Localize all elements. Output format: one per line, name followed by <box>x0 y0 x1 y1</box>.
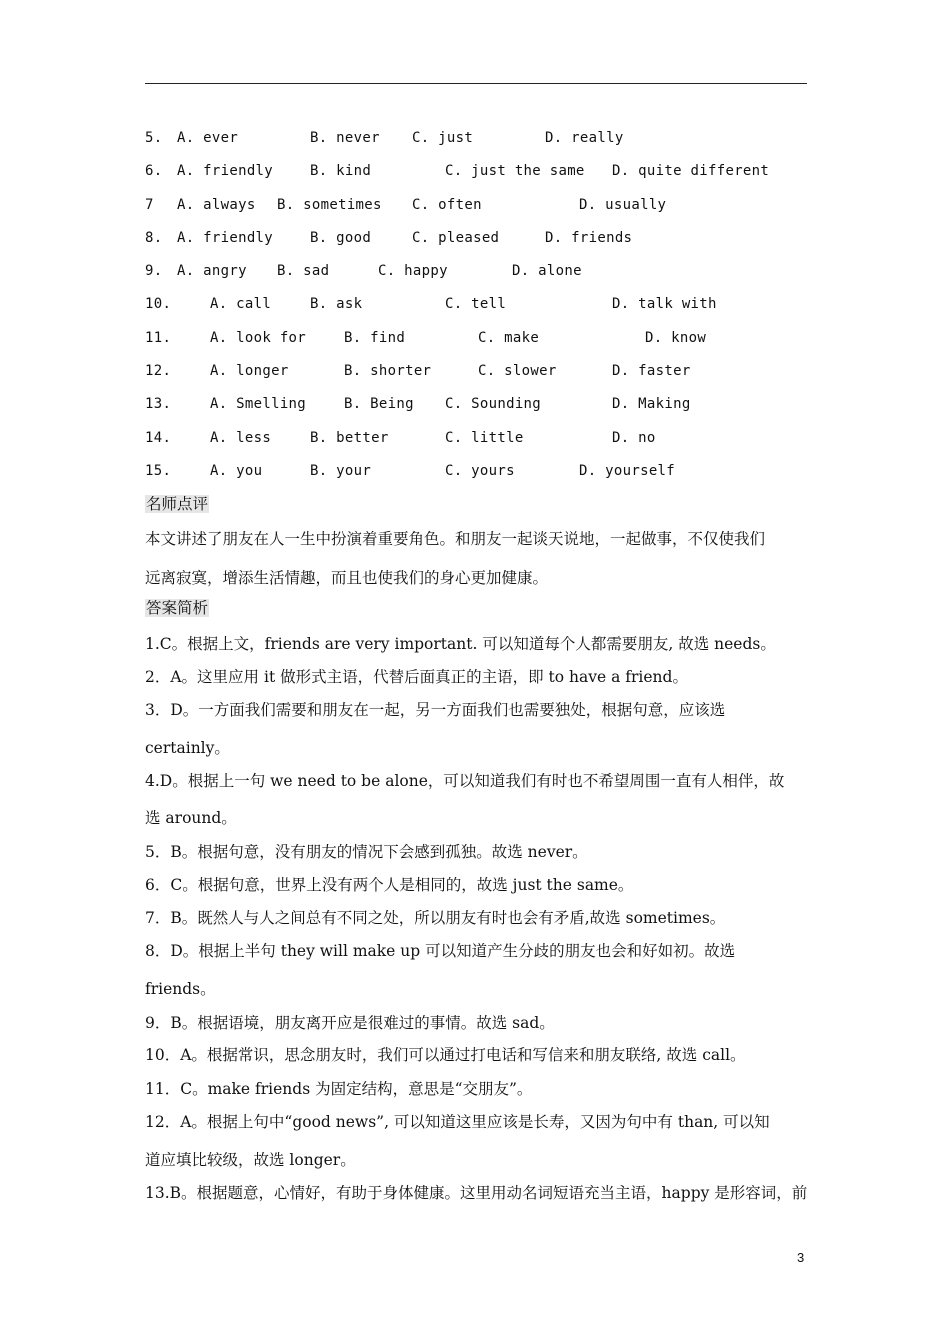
option-b: B. sometimes <box>277 197 382 213</box>
option-a: A. look for <box>210 330 307 346</box>
option-d: D. talk with <box>612 296 717 312</box>
option-d: D. quite different <box>612 163 770 179</box>
question-number: 5. <box>145 130 163 146</box>
analysis-line: 12．A。根据上句中“good news”, 可以知道这里应该是长寿，又因为句中有 than, 可以知 <box>145 1113 770 1131</box>
option-c: C. make <box>478 330 540 346</box>
option-d: D. really <box>545 130 624 146</box>
question-number: 7 <box>145 197 154 213</box>
analysis-heading: 答案简析 <box>146 599 209 617</box>
option-b: B. shorter <box>344 363 432 379</box>
option-b: B. good <box>310 230 372 246</box>
option-d: D. usually <box>579 197 667 213</box>
option-b: B. ask <box>310 296 363 312</box>
question-number: 8. <box>145 230 163 246</box>
analysis-line: 13.B。根据题意，心情好，有助于身体健康。这里用动名词短语充当主语，happy 是形容词，前 <box>145 1184 808 1202</box>
option-b: B. Being <box>344 396 414 412</box>
question-number: 13. <box>145 396 172 412</box>
option-a: A. longer <box>210 363 289 379</box>
option-a: A. angry <box>177 263 247 279</box>
option-d: D. Making <box>612 396 691 412</box>
analysis-line: 8．D。根据上半句 they will make up 可以知道产生分歧的朋友也会和好如初。故选 <box>145 942 736 960</box>
option-d: D. friends <box>545 230 633 246</box>
option-c: C. often <box>412 197 482 213</box>
analysis-line: 1.C。根据上文，friends are very important. 可以知道每个人都需要朋友, 故选 needs。 <box>145 635 776 653</box>
analysis-line: 选 around。 <box>145 809 237 827</box>
option-a: A. call <box>210 296 272 312</box>
analysis-line: 道应填比较级，故选 longer。 <box>145 1151 356 1169</box>
option-c: C. just <box>412 130 474 146</box>
analysis-line: 4.D。根据上一句 we need to be alone，可以知道我们有时也不希望周围一直有人相伴，故 <box>145 772 785 790</box>
analysis-line: 11．C。make friends 为固定结构，意思是“交朋友”。 <box>145 1080 533 1098</box>
analysis-line: 5．B。根据句意，没有朋友的情况下会感到孤独。故选 never。 <box>145 843 588 861</box>
option-b: B. kind <box>310 163 372 179</box>
analysis-line: 6．C。根据句意，世界上没有两个人是相同的，故选 just the same。 <box>145 876 634 894</box>
question-number: 9. <box>145 263 163 279</box>
analysis-line: 2．A。这里应用 it 做形式主语，代替后面真正的主语，即 to have a friend。 <box>145 668 688 686</box>
question-number: 11. <box>145 330 172 346</box>
option-a: A. friendly <box>177 163 274 179</box>
question-number: 15. <box>145 463 172 479</box>
option-b: B. better <box>310 430 389 446</box>
option-b: B. find <box>344 330 406 346</box>
option-c: C. little <box>445 430 524 446</box>
analysis-line: 7．B。既然人与人之间总有不同之处，所以朋友有时也会有矛盾,故选 sometimes。 <box>145 909 726 927</box>
option-b: B. never <box>310 130 380 146</box>
option-d: D. alone <box>512 263 582 279</box>
option-c: C. tell <box>445 296 507 312</box>
question-number: 10. <box>145 296 172 312</box>
analysis-line: friends。 <box>145 980 216 998</box>
question-number: 14. <box>145 430 172 446</box>
option-c: C. pleased <box>412 230 500 246</box>
option-d: D. faster <box>612 363 691 379</box>
question-number: 12. <box>145 363 172 379</box>
option-c: C. yours <box>445 463 515 479</box>
analysis-line: certainly。 <box>145 739 230 757</box>
option-c: C. slower <box>478 363 557 379</box>
option-a: A. Smelling <box>210 396 307 412</box>
review-heading: 名师点评 <box>146 495 209 513</box>
option-d: D. yourself <box>579 463 676 479</box>
option-c: C. Sounding <box>445 396 542 412</box>
option-b: B. sad <box>277 263 330 279</box>
option-d: D. no <box>612 430 656 446</box>
option-a: A. ever <box>177 130 239 146</box>
option-d: D. know <box>645 330 707 346</box>
question-number: 6. <box>145 163 163 179</box>
header-rule <box>145 83 807 84</box>
option-c: C. just the same <box>445 163 585 179</box>
option-c: C. happy <box>378 263 448 279</box>
option-b: B. your <box>310 463 372 479</box>
analysis-line: 3．D。一方面我们需要和朋友在一起，另一方面我们也需要独处，根据句意，应该选 <box>145 701 726 719</box>
review-line-1: 本文讲述了朋友在人一生中扮演着重要角色。和朋友一起谈天说地，一起做事，不仅使我们 <box>145 530 766 548</box>
option-a: A. friendly <box>177 230 274 246</box>
analysis-line: 9．B。根据语境，朋友离开应是很难过的事情。故选 sad。 <box>145 1014 555 1032</box>
review-line-2: 远离寂寞，增添生活情趣，而且也使我们的身心更加健康。 <box>145 569 549 587</box>
option-a: A. less <box>210 430 272 446</box>
option-a: A. always <box>177 197 256 213</box>
analysis-line: 10．A。根据常识，思念朋友时，我们可以通过打电话和写信来和朋友联络, 故选 call。 <box>145 1046 746 1064</box>
page-number: 3 <box>797 1250 805 1265</box>
option-a: A. you <box>210 463 263 479</box>
